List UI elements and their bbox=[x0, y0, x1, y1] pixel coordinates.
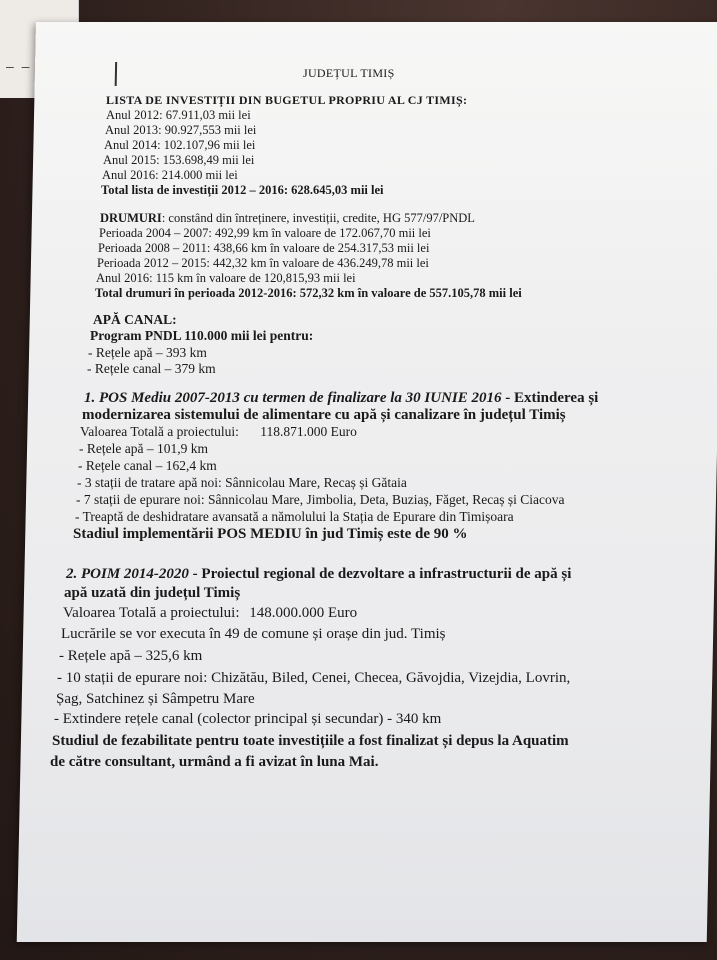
investments-total: Total lista de investiții 2012 – 2016: 628.645,03 mii lei bbox=[101, 183, 384, 197]
poim-item: - Rețele apă – 325,6 km bbox=[59, 648, 203, 664]
pos-item: - Treaptă de deshidratare avansată a nămolului la Stația de Epurare din Timișoara bbox=[75, 509, 514, 524]
poim-item: - 10 stații de epurare noi: Chizătău, Biled, Cenei, Checea, Găvojdia, Vizejdia, Lovrin, bbox=[57, 670, 571, 686]
pos-item: - Rețele canal – 162,4 km bbox=[78, 458, 217, 473]
investments-title: LISTA DE INVESTIȚII DIN BUGETUL PROPRIU AL CJ TIMIȘ: bbox=[106, 93, 468, 107]
pos-item: - Rețele apă – 101,9 km bbox=[79, 441, 208, 456]
roads-period: Anul 2016: 115 km în valoare de 120,815,93 mii lei bbox=[96, 271, 356, 285]
water-item: - Rețele canal – 379 km bbox=[87, 361, 216, 376]
poim-item: - Extindere rețele canal (colector principal și secundar) - 340 km bbox=[54, 711, 442, 727]
investment-year: Anul 2013: 90.927,553 mii lei bbox=[105, 123, 257, 137]
poim-value: 148.000.000 Euro bbox=[249, 605, 358, 621]
pos-item: - 7 stații de epurare noi: Sânnicolau Mare, Jimbolia, Deta, Buziaș, Făget, Recaș și Ciacova bbox=[76, 492, 565, 507]
investment-year: Anul 2016: 214.000 mii lei bbox=[102, 168, 238, 182]
pos-heading-rest: - Extinderea și bbox=[501, 390, 599, 406]
pos-heading-title: 1. POS Mediu 2007-2013 cu termen de finalizare la 30 IUNIE 2016 bbox=[84, 390, 502, 406]
water-program: Program PNDL 110.000 mii lei pentru: bbox=[90, 328, 314, 343]
water-item: - Rețele apă – 393 km bbox=[88, 345, 207, 360]
investment-year: Anul 2015: 153.698,49 mii lei bbox=[103, 153, 255, 167]
roads-description: : constând din întreținere, investiții, credite, HG 577/97/PNDL bbox=[161, 211, 475, 225]
poim-heading-rest: - Proiectul regional de dezvoltare a infrastructurii de apă și bbox=[188, 566, 572, 582]
roads-period: Perioada 2008 – 2011: 438,66 km în valoare de 254.317,53 mii lei bbox=[98, 241, 430, 255]
pos-heading-line2: modernizarea sistemului de alimentare cu apă și canalizare în județul Timiș bbox=[82, 407, 566, 423]
poim-value-row bbox=[63, 605, 357, 622]
pencil-marks: – – bbox=[6, 58, 32, 74]
pos-value-label: Valoarea Totală a proiectului: bbox=[80, 424, 239, 439]
roads-period: Perioada 2004 – 2007: 492,99 km în valoare de 172.067,70 mii lei bbox=[99, 226, 431, 240]
poim-item: Șag, Satchinez și Sâmpetru Mare bbox=[56, 691, 255, 707]
poim-heading-line2: apă uzată din județul Timiș bbox=[64, 585, 241, 601]
pos-value-row bbox=[80, 424, 357, 440]
poim-conclusion: de către consultant, urmând a fi avizat în luna Mai. bbox=[50, 754, 379, 770]
poim-conclusion: Studiul de fezabilitate pentru toate investițiile a fost finalizat și depus la Aquatim bbox=[52, 733, 569, 749]
pos-heading bbox=[84, 390, 598, 407]
poim-heading-title: 2. POIM 2014-2020 bbox=[66, 566, 189, 582]
county-title: JUDEȚUL TIMIȘ bbox=[303, 66, 395, 80]
poim-heading bbox=[66, 566, 571, 583]
pos-item: - 3 stații de tratare apă noi: Sânnicolau Mare, Recaș și Gătaia bbox=[77, 475, 407, 490]
pos-status: Stadiul implementării POS MEDIU în jud Timiș este de 90 % bbox=[73, 526, 468, 542]
poim-works: Lucrările se vor executa în 49 de comune și orașe din jud. Timiș bbox=[61, 626, 446, 642]
investment-year: Anul 2012: 67.911,03 mii lei bbox=[106, 108, 251, 122]
roads-title bbox=[100, 211, 475, 226]
investment-year: Anul 2014: 102.107,96 mii lei bbox=[104, 138, 256, 152]
poim-value-label: Valoarea Totală a proiectului: bbox=[63, 605, 240, 621]
pos-value: 118.871.000 Euro bbox=[260, 424, 357, 439]
roads-label: DRUMURI bbox=[100, 211, 162, 225]
roads-period: Perioada 2012 – 2015: 442,32 km în valoare de 436.249,78 mii lei bbox=[97, 256, 429, 270]
water-title: APĂ CANAL: bbox=[93, 312, 177, 327]
roads-total: Total drumuri în perioada 2012-2016: 572,32 km în valoare de 557.105,78 mii lei bbox=[95, 286, 522, 300]
